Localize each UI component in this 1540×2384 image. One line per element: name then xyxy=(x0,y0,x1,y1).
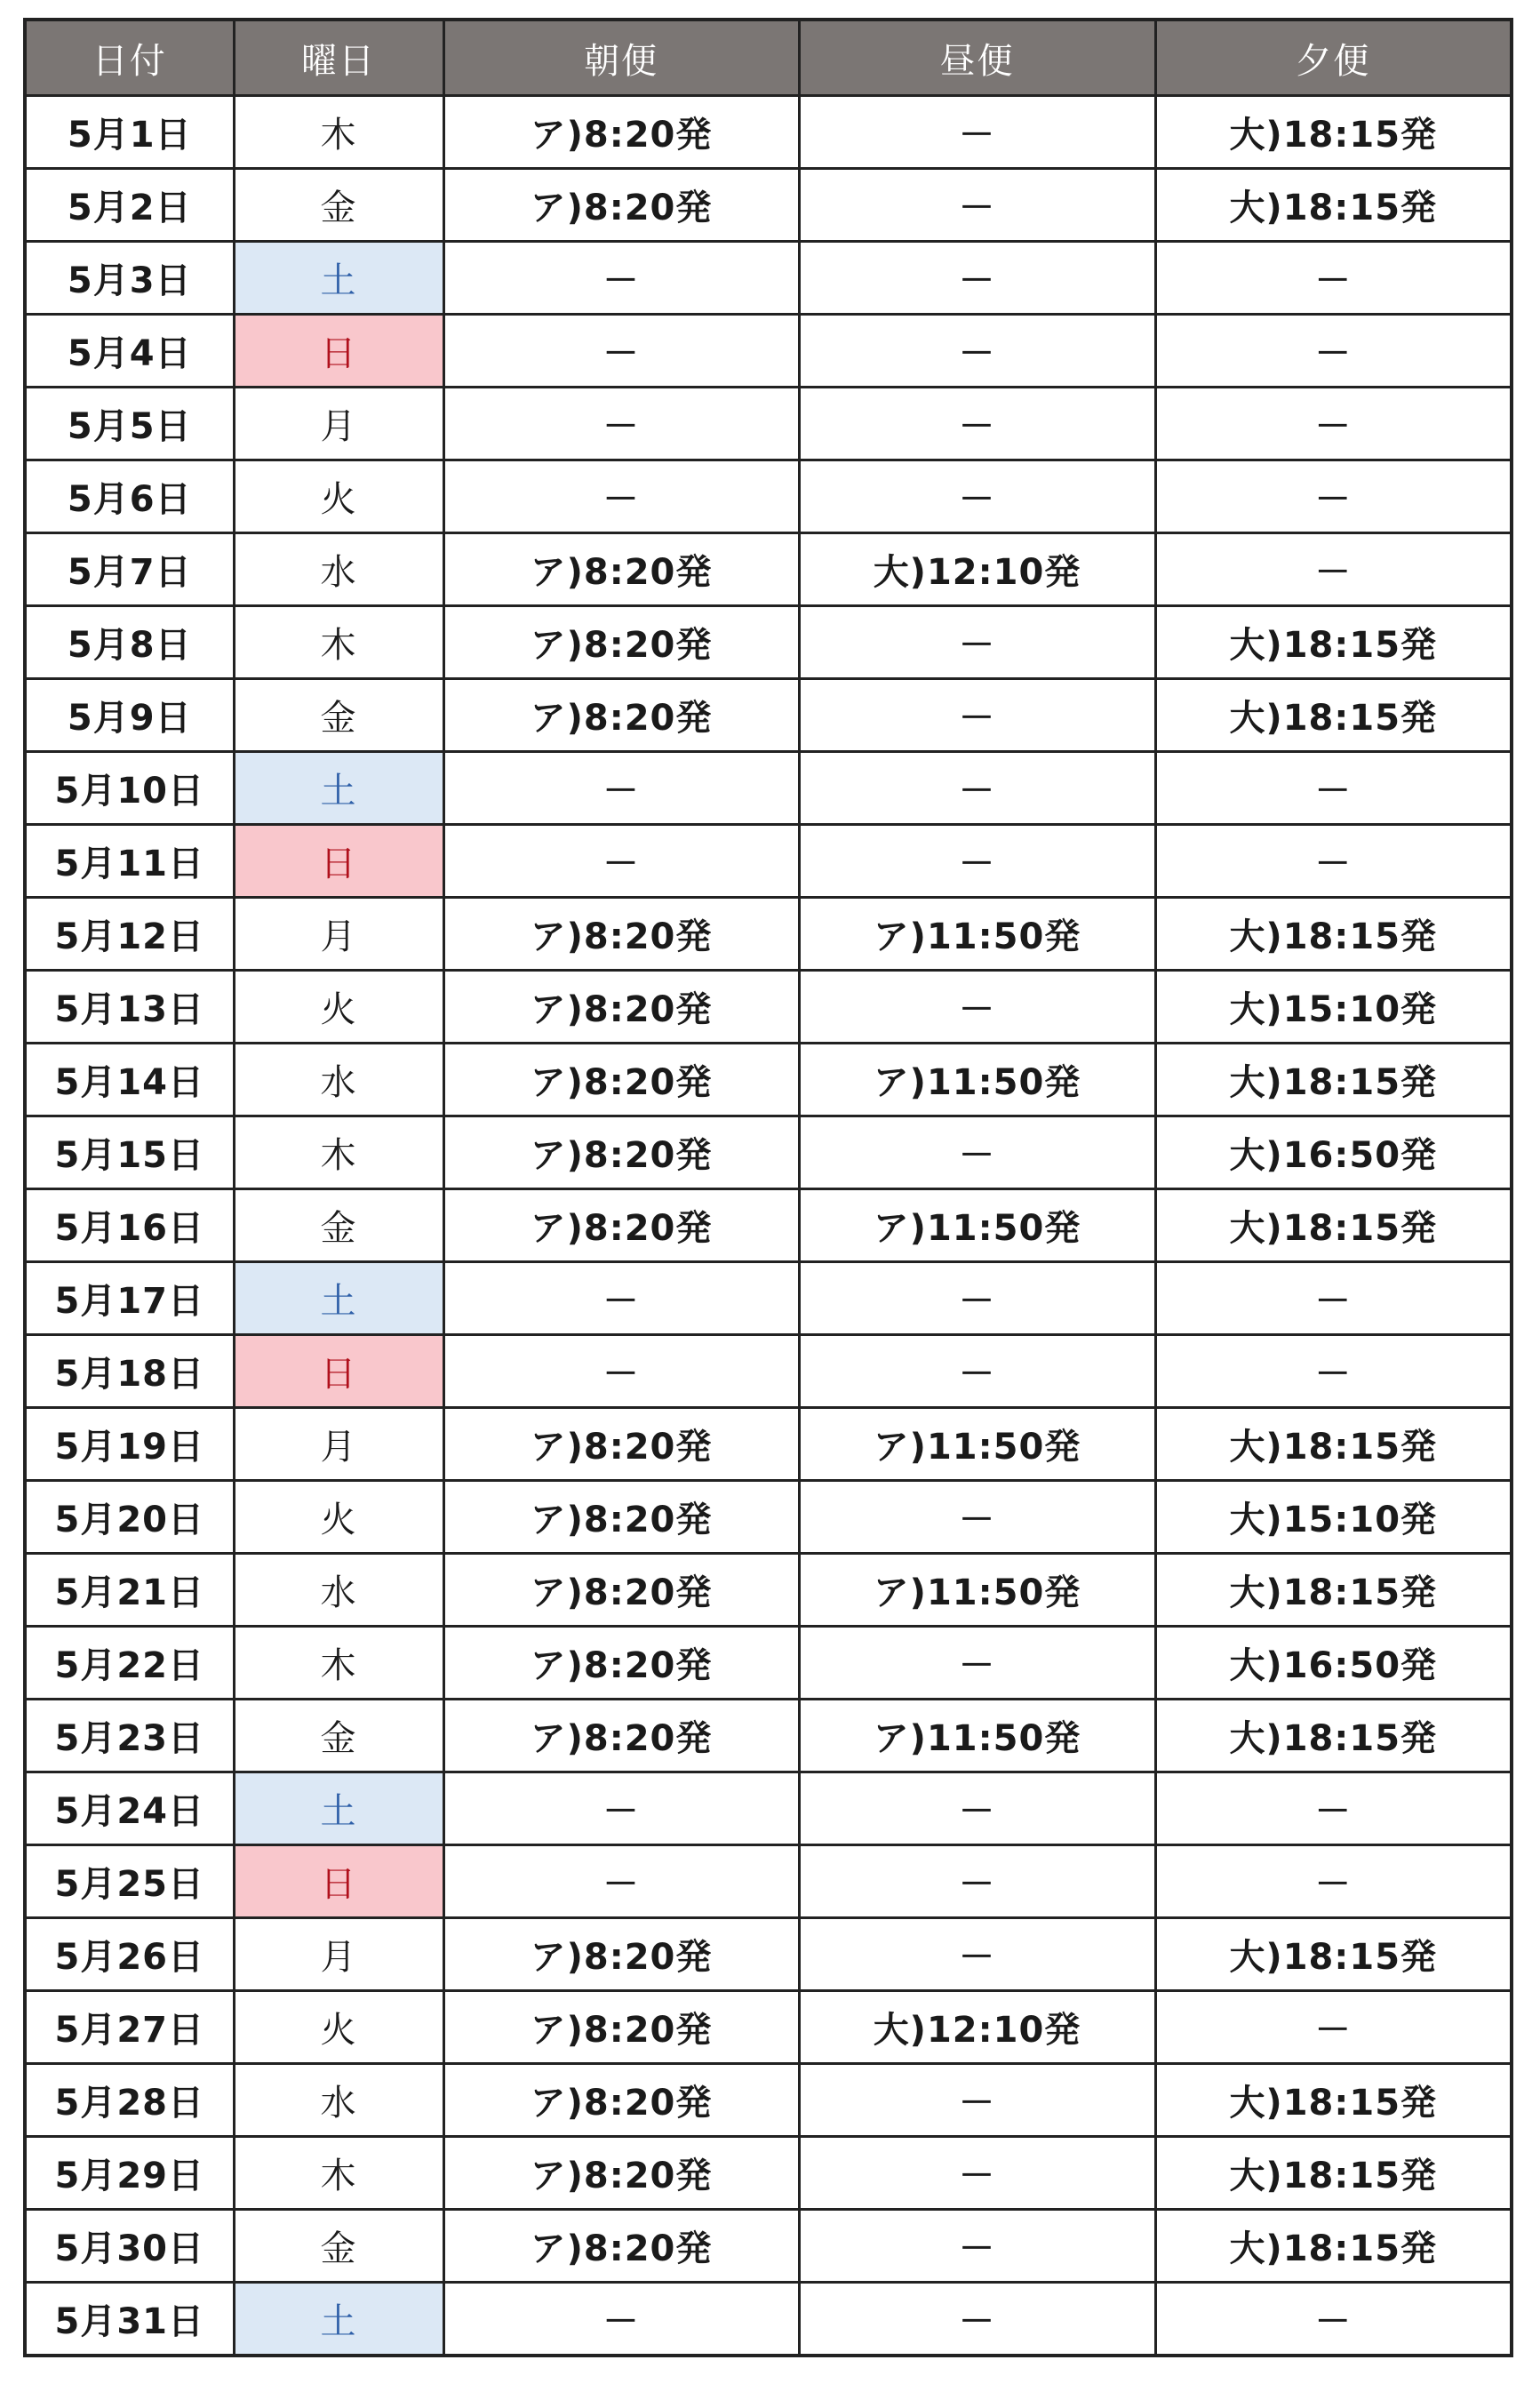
noon-cell: － xyxy=(799,825,1155,898)
noon-cell: － xyxy=(799,460,1155,533)
noon-cell: － xyxy=(799,2210,1155,2283)
noon-cell: － xyxy=(799,971,1155,1044)
morning-cell: ア)8:20発 xyxy=(443,1481,799,1554)
noon-cell: ア)11:50発 xyxy=(799,1700,1155,1772)
table-row xyxy=(25,679,1512,752)
morning-cell: ア)8:20発 xyxy=(443,169,799,242)
morning-cell: － xyxy=(443,242,799,315)
weekday-cell: 火 xyxy=(234,971,443,1044)
noon-cell: ア)11:50発 xyxy=(799,1044,1155,1116)
evening-cell: 大)16:50発 xyxy=(1155,1627,1512,1700)
header-morning: 朝便 xyxy=(443,20,799,96)
evening-cell: － xyxy=(1155,825,1512,898)
weekday-cell: 金 xyxy=(234,679,443,752)
evening-cell: － xyxy=(1155,315,1512,388)
evening-cell: 大)18:15発 xyxy=(1155,2064,1512,2137)
morning-cell: ア)8:20発 xyxy=(443,1408,799,1481)
date-cell: 5月27日 xyxy=(25,1991,234,2064)
header-row xyxy=(25,20,1512,96)
date-cell: 5月21日 xyxy=(25,1554,234,1627)
morning-cell: ア)8:20発 xyxy=(443,1044,799,1116)
noon-cell: － xyxy=(799,388,1155,460)
table-row xyxy=(25,533,1512,606)
date-cell: 5月13日 xyxy=(25,971,234,1044)
noon-cell: － xyxy=(799,1627,1155,1700)
noon-cell: － xyxy=(799,606,1155,679)
date-cell: 5月3日 xyxy=(25,242,234,315)
evening-cell: 大)18:15発 xyxy=(1155,1408,1512,1481)
morning-cell: ア)8:20発 xyxy=(443,1918,799,1991)
date-cell: 5月18日 xyxy=(25,1335,234,1408)
evening-cell: 大)18:15発 xyxy=(1155,2137,1512,2210)
evening-cell: 大)18:15発 xyxy=(1155,1918,1512,1991)
weekday-cell: 木 xyxy=(234,606,443,679)
noon-cell: ア)11:50発 xyxy=(799,1408,1155,1481)
evening-cell: － xyxy=(1155,388,1512,460)
noon-cell: － xyxy=(799,2283,1155,2356)
evening-cell: 大)18:15発 xyxy=(1155,96,1512,169)
noon-cell: 大)12:10発 xyxy=(799,1991,1155,2064)
noon-cell: － xyxy=(799,242,1155,315)
date-cell: 5月2日 xyxy=(25,169,234,242)
weekday-cell: 水 xyxy=(234,533,443,606)
weekday-cell: 火 xyxy=(234,1481,443,1554)
date-cell: 5月28日 xyxy=(25,2064,234,2137)
morning-cell: ア)8:20発 xyxy=(443,971,799,1044)
evening-cell: － xyxy=(1155,1335,1512,1408)
morning-cell: ア)8:20発 xyxy=(443,1116,799,1189)
weekday-cell: 月 xyxy=(234,1408,443,1481)
morning-cell: ア)8:20発 xyxy=(443,2064,799,2137)
table-header xyxy=(25,20,1512,96)
morning-cell: － xyxy=(443,752,799,825)
weekday-cell: 土 xyxy=(234,752,443,825)
table-row xyxy=(25,1481,1512,1554)
noon-cell: － xyxy=(799,2137,1155,2210)
table-row xyxy=(25,2064,1512,2137)
morning-cell: ア)8:20発 xyxy=(443,679,799,752)
noon-cell: － xyxy=(799,2064,1155,2137)
weekday-cell: 水 xyxy=(234,2064,443,2137)
morning-cell: － xyxy=(443,1845,799,1918)
weekday-cell: 木 xyxy=(234,2137,443,2210)
evening-cell: － xyxy=(1155,460,1512,533)
header-noon: 昼便 xyxy=(799,20,1155,96)
date-cell: 5月11日 xyxy=(25,825,234,898)
table-row xyxy=(25,1044,1512,1116)
date-cell: 5月9日 xyxy=(25,679,234,752)
weekday-cell: 金 xyxy=(234,1189,443,1262)
table-row xyxy=(25,1408,1512,1481)
date-cell: 5月1日 xyxy=(25,96,234,169)
weekday-cell: 日 xyxy=(234,315,443,388)
morning-cell: － xyxy=(443,315,799,388)
weekday-cell: 土 xyxy=(234,1772,443,1845)
table-row xyxy=(25,1262,1512,1335)
table-row xyxy=(25,971,1512,1044)
noon-cell: － xyxy=(799,679,1155,752)
date-cell: 5月22日 xyxy=(25,1627,234,1700)
morning-cell: ア)8:20発 xyxy=(443,533,799,606)
table-row xyxy=(25,1772,1512,1845)
table-row xyxy=(25,315,1512,388)
date-cell: 5月30日 xyxy=(25,2210,234,2283)
table-row xyxy=(25,898,1512,971)
table-row xyxy=(25,96,1512,169)
noon-cell: ア)11:50発 xyxy=(799,1189,1155,1262)
morning-cell: － xyxy=(443,1262,799,1335)
evening-cell: － xyxy=(1155,1262,1512,1335)
date-cell: 5月6日 xyxy=(25,460,234,533)
table-row xyxy=(25,242,1512,315)
weekday-cell: 土 xyxy=(234,1262,443,1335)
weekday-cell: 水 xyxy=(234,1044,443,1116)
evening-cell: 大)18:15発 xyxy=(1155,169,1512,242)
weekday-cell: 日 xyxy=(234,1335,443,1408)
evening-cell: － xyxy=(1155,1772,1512,1845)
morning-cell: ア)8:20発 xyxy=(443,1700,799,1772)
weekday-cell: 水 xyxy=(234,1554,443,1627)
date-cell: 5月26日 xyxy=(25,1918,234,1991)
morning-cell: － xyxy=(443,2283,799,2356)
weekday-cell: 火 xyxy=(234,1991,443,2064)
date-cell: 5月8日 xyxy=(25,606,234,679)
morning-cell: ア)8:20発 xyxy=(443,1627,799,1700)
noon-cell: 大)12:10発 xyxy=(799,533,1155,606)
weekday-cell: 金 xyxy=(234,169,443,242)
noon-cell: － xyxy=(799,1845,1155,1918)
table-row xyxy=(25,1116,1512,1189)
morning-cell: － xyxy=(443,1772,799,1845)
table-row xyxy=(25,388,1512,460)
table-row xyxy=(25,1554,1512,1627)
noon-cell: － xyxy=(799,96,1155,169)
table-row xyxy=(25,2210,1512,2283)
table-body xyxy=(25,96,1512,2356)
table-row xyxy=(25,1335,1512,1408)
weekday-cell: 日 xyxy=(234,825,443,898)
weekday-cell: 土 xyxy=(234,2283,443,2356)
evening-cell: － xyxy=(1155,1845,1512,1918)
table-row xyxy=(25,1627,1512,1700)
table-row xyxy=(25,1845,1512,1918)
morning-cell: － xyxy=(443,825,799,898)
morning-cell: ア)8:20発 xyxy=(443,2210,799,2283)
date-cell: 5月19日 xyxy=(25,1408,234,1481)
date-cell: 5月14日 xyxy=(25,1044,234,1116)
morning-cell: ア)8:20発 xyxy=(443,96,799,169)
weekday-cell: 月 xyxy=(234,388,443,460)
table-row xyxy=(25,169,1512,242)
table-row xyxy=(25,2283,1512,2356)
morning-cell: ア)8:20発 xyxy=(443,606,799,679)
noon-cell: － xyxy=(799,1481,1155,1554)
morning-cell: ア)8:20発 xyxy=(443,898,799,971)
weekday-cell: 木 xyxy=(234,1116,443,1189)
noon-cell: － xyxy=(799,315,1155,388)
table-row xyxy=(25,1700,1512,1772)
table-row xyxy=(25,1918,1512,1991)
evening-cell: 大)18:15発 xyxy=(1155,2210,1512,2283)
evening-cell: － xyxy=(1155,1991,1512,2064)
noon-cell: － xyxy=(799,169,1155,242)
evening-cell: 大)18:15発 xyxy=(1155,606,1512,679)
evening-cell: 大)15:10発 xyxy=(1155,1481,1512,1554)
morning-cell: ア)8:20発 xyxy=(443,1991,799,2064)
noon-cell: － xyxy=(799,1918,1155,1991)
weekday-cell: 月 xyxy=(234,1918,443,1991)
noon-cell: － xyxy=(799,1335,1155,1408)
table-row xyxy=(25,1991,1512,2064)
evening-cell: － xyxy=(1155,2283,1512,2356)
noon-cell: － xyxy=(799,1116,1155,1189)
date-cell: 5月23日 xyxy=(25,1700,234,1772)
evening-cell: 大)16:50発 xyxy=(1155,1116,1512,1189)
weekday-cell: 木 xyxy=(234,1627,443,1700)
evening-cell: 大)18:15発 xyxy=(1155,1554,1512,1627)
evening-cell: － xyxy=(1155,752,1512,825)
weekday-cell: 火 xyxy=(234,460,443,533)
evening-cell: 大)15:10発 xyxy=(1155,971,1512,1044)
date-cell: 5月16日 xyxy=(25,1189,234,1262)
header-weekday: 曜日 xyxy=(234,20,443,96)
table-row xyxy=(25,1189,1512,1262)
evening-cell: 大)18:15発 xyxy=(1155,1044,1512,1116)
date-cell: 5月24日 xyxy=(25,1772,234,1845)
morning-cell: ア)8:20発 xyxy=(443,2137,799,2210)
noon-cell: ア)11:50発 xyxy=(799,898,1155,971)
weekday-cell: 土 xyxy=(234,242,443,315)
date-cell: 5月10日 xyxy=(25,752,234,825)
date-cell: 5月20日 xyxy=(25,1481,234,1554)
date-cell: 5月29日 xyxy=(25,2137,234,2210)
evening-cell: 大)18:15発 xyxy=(1155,898,1512,971)
evening-cell: － xyxy=(1155,533,1512,606)
date-cell: 5月17日 xyxy=(25,1262,234,1335)
morning-cell: － xyxy=(443,460,799,533)
header-evening: 夕便 xyxy=(1155,20,1512,96)
header-date: 日付 xyxy=(25,20,234,96)
date-cell: 5月4日 xyxy=(25,315,234,388)
weekday-cell: 日 xyxy=(234,1845,443,1918)
noon-cell: ア)11:50発 xyxy=(799,1554,1155,1627)
weekday-cell: 月 xyxy=(234,898,443,971)
table-row xyxy=(25,606,1512,679)
weekday-cell: 木 xyxy=(234,96,443,169)
date-cell: 5月15日 xyxy=(25,1116,234,1189)
morning-cell: ア)8:20発 xyxy=(443,1554,799,1627)
date-cell: 5月5日 xyxy=(25,388,234,460)
evening-cell: 大)18:15発 xyxy=(1155,679,1512,752)
evening-cell: 大)18:15発 xyxy=(1155,1189,1512,1262)
evening-cell: － xyxy=(1155,242,1512,315)
weekday-cell: 金 xyxy=(234,2210,443,2283)
noon-cell: － xyxy=(799,1772,1155,1845)
morning-cell: － xyxy=(443,1335,799,1408)
table-row xyxy=(25,752,1512,825)
noon-cell: － xyxy=(799,752,1155,825)
evening-cell: 大)18:15発 xyxy=(1155,1700,1512,1772)
table-row xyxy=(25,825,1512,898)
date-cell: 5月12日 xyxy=(25,898,234,971)
weekday-cell: 金 xyxy=(234,1700,443,1772)
date-cell: 5月31日 xyxy=(25,2283,234,2356)
morning-cell: － xyxy=(443,388,799,460)
date-cell: 5月25日 xyxy=(25,1845,234,1918)
morning-cell: ア)8:20発 xyxy=(443,1189,799,1262)
date-cell: 5月7日 xyxy=(25,533,234,606)
table-row xyxy=(25,460,1512,533)
bus-schedule-table xyxy=(23,18,1513,2357)
table-row xyxy=(25,2137,1512,2210)
noon-cell: － xyxy=(799,1262,1155,1335)
